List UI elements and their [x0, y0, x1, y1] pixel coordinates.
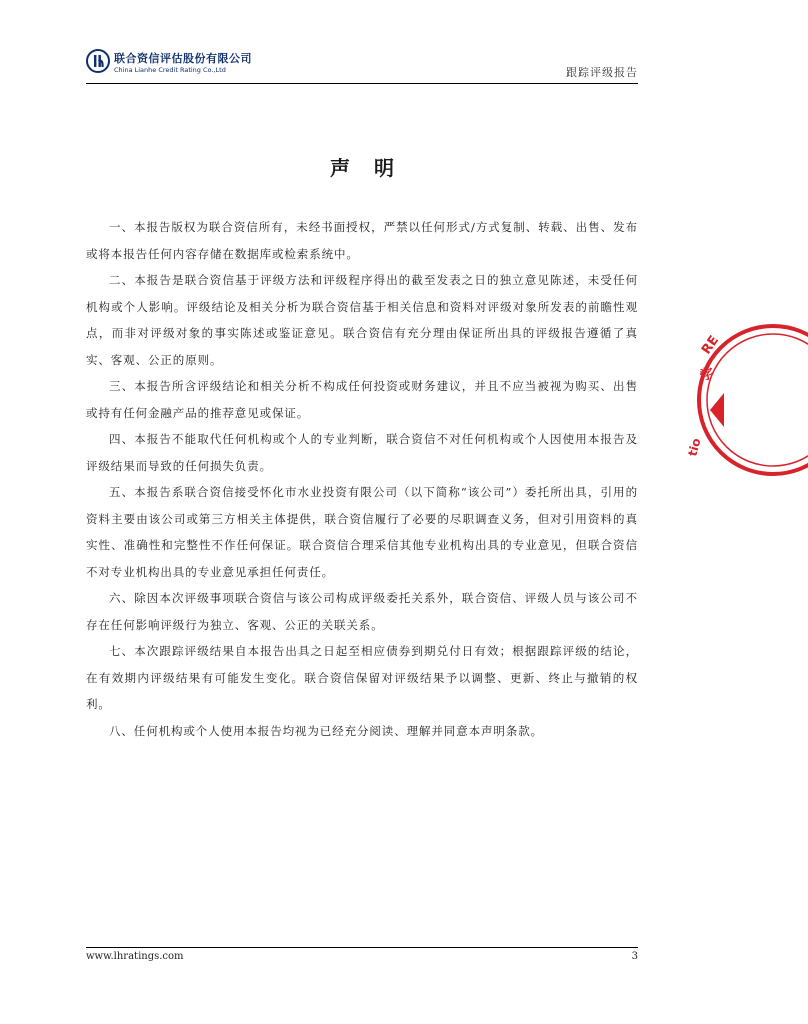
report-type-label: 跟踪评级报告	[566, 66, 638, 79]
stamp-text-2: 学	[697, 364, 717, 385]
declaration-paragraph-7: 七、本次跟踪评级结果自本报告出具之日起至相应债券到期兑付日有效；根据跟踪评级的结论，在有效期内评级结果有可能发生变化。联合资信保留对评级结果予以调整、更新、终止与撤销的权利。	[86, 644, 638, 711]
company-seal-stamp	[685, 315, 808, 485]
footer-divider	[86, 947, 638, 948]
header-divider	[86, 83, 638, 84]
declaration-paragraph-1: 一、本报告版权为联合资信所有，未经书面授权，严禁以任何形式/方式复制、转载、出售、发布或将本报告任何内容存储在数据库或检索系统中。	[86, 220, 638, 261]
company-name-en: China Lianhe Credit Rating Co.,Ltd	[114, 66, 226, 74]
stamp-text-1: RE	[698, 333, 723, 358]
footer-website-link[interactable]: www.lhratings.com	[86, 951, 184, 962]
page-number: 3	[631, 951, 638, 962]
page-header	[86, 46, 638, 84]
declaration-paragraph-6: 六、除因本次评级事项联合资信与该公司构成评级委托关系外，联合资信、评级人员与该公司不存在任何影响评级行为独立、客观、公正的关联关系。	[86, 591, 638, 632]
company-name-cn: 联合资信评估股份有限公司	[114, 52, 252, 65]
declaration-paragraph-2: 二、本报告是联合资信基于评级方法和评级程序得出的截至发表之日的独立意见陈述，未受任何机构或个人影响。评级结论及相关分析为联合资信基于相关信息和资料对评级对象所发表的前瞻性观点，而非对评级对象的事实陈述或鉴证意见。联合资信有充分理由保证所出具的评级报告遵循了真实、客观、公正的原则。	[86, 273, 638, 367]
declaration-body	[86, 214, 638, 744]
declaration-paragraph-3: 三、本报告所含评级结论和相关分析不构成任何投资或财务建议，并且不应当被视为购买、出售或持有任何金融产品的推荐意见或保证。	[86, 379, 638, 420]
stamp-text-3: tio	[685, 436, 704, 458]
declaration-paragraph-5: 五、本报告系联合资信接受怀化市水业投资有限公司（以下简称“该公司”）委托所出具，引用的资料主要由该公司或第三方相关主体提供，联合资信履行了必要的尽职调查义务，但对引用资料的真实性、准确性和完整性不作任何保证。联合资信合理采信其他专业机构出具的专业意见，但联合资信不对专业机构出具的专业意见承担任何责任。	[86, 485, 638, 579]
declaration-paragraph-4: 四、本报告不能取代任何机构或个人的专业判断，联合资信不对任何机构或个人因使用本报告及评级结果而导致的任何损失负责。	[86, 432, 638, 473]
page-title: 声明	[330, 156, 418, 180]
declaration-paragraph-8: 八、任何机构或个人使用本报告均视为已经充分阅读、理解并同意本声明条款。	[109, 723, 543, 738]
lianhe-logo-icon	[86, 49, 110, 73]
